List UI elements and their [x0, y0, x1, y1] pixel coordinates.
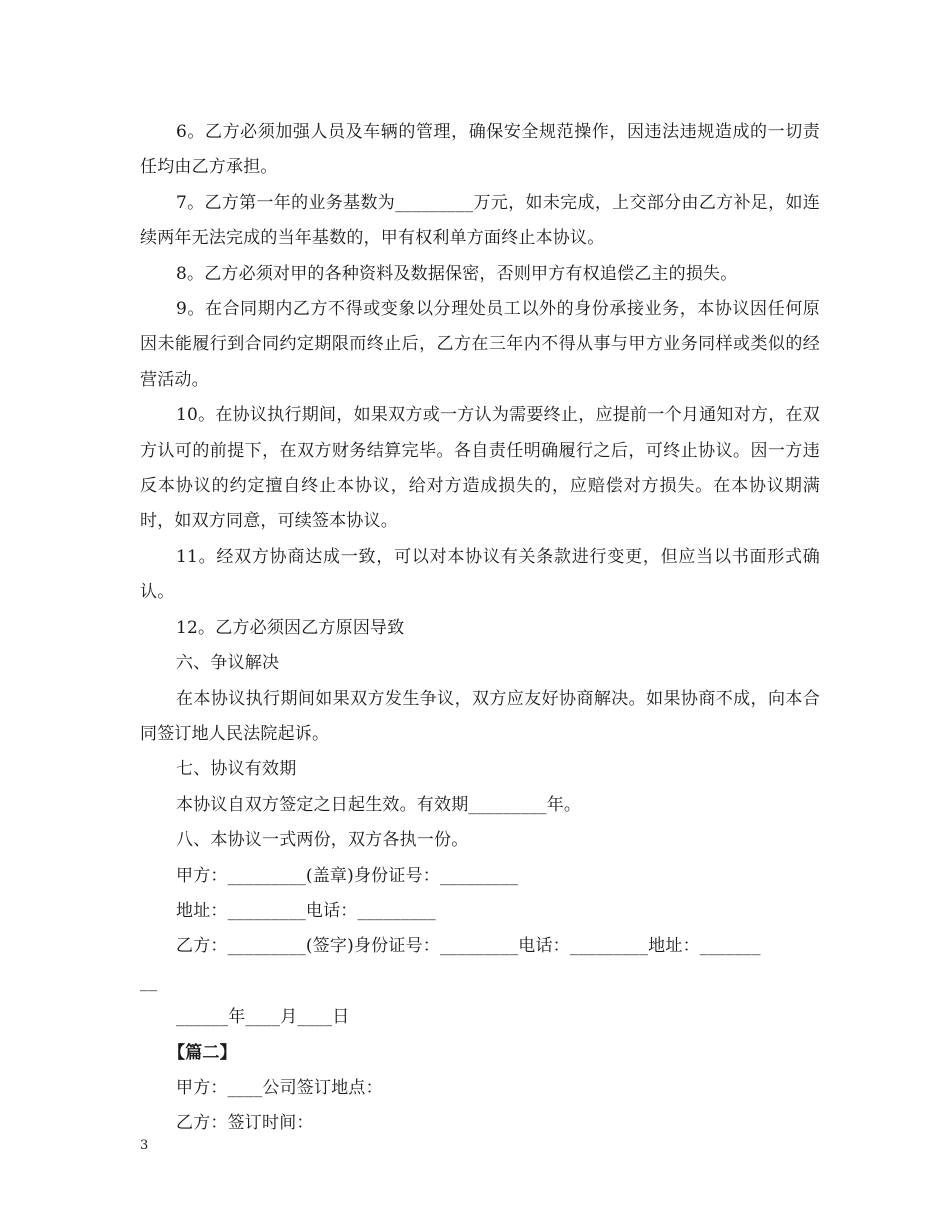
part-2-heading: 【篇二】: [168, 1042, 237, 1063]
clause-10: 10。在协议执行期间，如果双方或一方认为需要终止，应提前一个月通知对方，在双方认可的前提下，在双方财务结算完毕。各自责任明确履行之后，可终止协议。因一方违反本协议的约定擅自终止本协议，给对方造成损失的，应赔偿对方损失。在本协议期满时，如双方同意，可续签本协议。: [140, 405, 820, 532]
party-a-signature-line: 甲方：_________(盖章)身份证号：_________: [176, 865, 519, 886]
clause-9: 9。在合同期内乙方不得或变象以分理处员工以外的身份承接业务，本协议因任何原因未能履行到合同约定期限而终止后，乙方在三年内不得从事与甲方业务同样或类似的经营活动。: [140, 299, 820, 390]
part-2-party-b: 乙方：签订时间：: [176, 1113, 314, 1134]
document-body: [140, 115, 820, 1142]
party-b-signature-line: 乙方：_________(签字)身份证号：_________电话：_________地址：_______: [176, 936, 761, 957]
page-number: 3: [140, 1138, 149, 1153]
party-b-line-overflow: __: [140, 971, 158, 992]
clause-6: 6。乙方必须加强人员及车辆的管理，确保安全规范操作，因违法违规造成的一切责任均由乙方承担。: [140, 122, 820, 178]
address-phone-line: 地址：_________电话：_________: [176, 900, 436, 921]
section-8-heading: 八、本协议一式两份，双方各执一份。: [176, 830, 469, 851]
section-6-text: 在本协议执行期间如果双方发生争议，双方应友好协商解决。如果协商不成，向本合同签订地人民法院起诉。: [140, 688, 820, 744]
clause-8: 8。乙方必须对甲的各种资料及数据保密，否则甲方有权追偿乙主的损失。: [176, 263, 738, 284]
part-2-party-a: 甲方：____公司签订地点：: [176, 1077, 383, 1098]
section-7-heading: 七、协议有效期: [176, 759, 297, 780]
clause-7: 7。乙方第一年的业务基数为_________万元，如未完成，上交部分由乙方补足，如连续两年无法完成的当年基数的，甲有权利单方面终止本协议。: [140, 192, 820, 249]
clause-11: 11。经双方协商达成一致，可以对本协议有关条款进行变更，但应当以书面形式确认。: [140, 546, 820, 603]
section-7-text: 本协议自双方签定之日起生效。有效期_________年。: [176, 794, 582, 815]
section-6-heading: 六、争议解决: [176, 653, 280, 674]
date-line: ______年____月____日: [176, 1007, 350, 1028]
clause-12: 12。乙方必须因乙方原因导致: [176, 617, 405, 638]
